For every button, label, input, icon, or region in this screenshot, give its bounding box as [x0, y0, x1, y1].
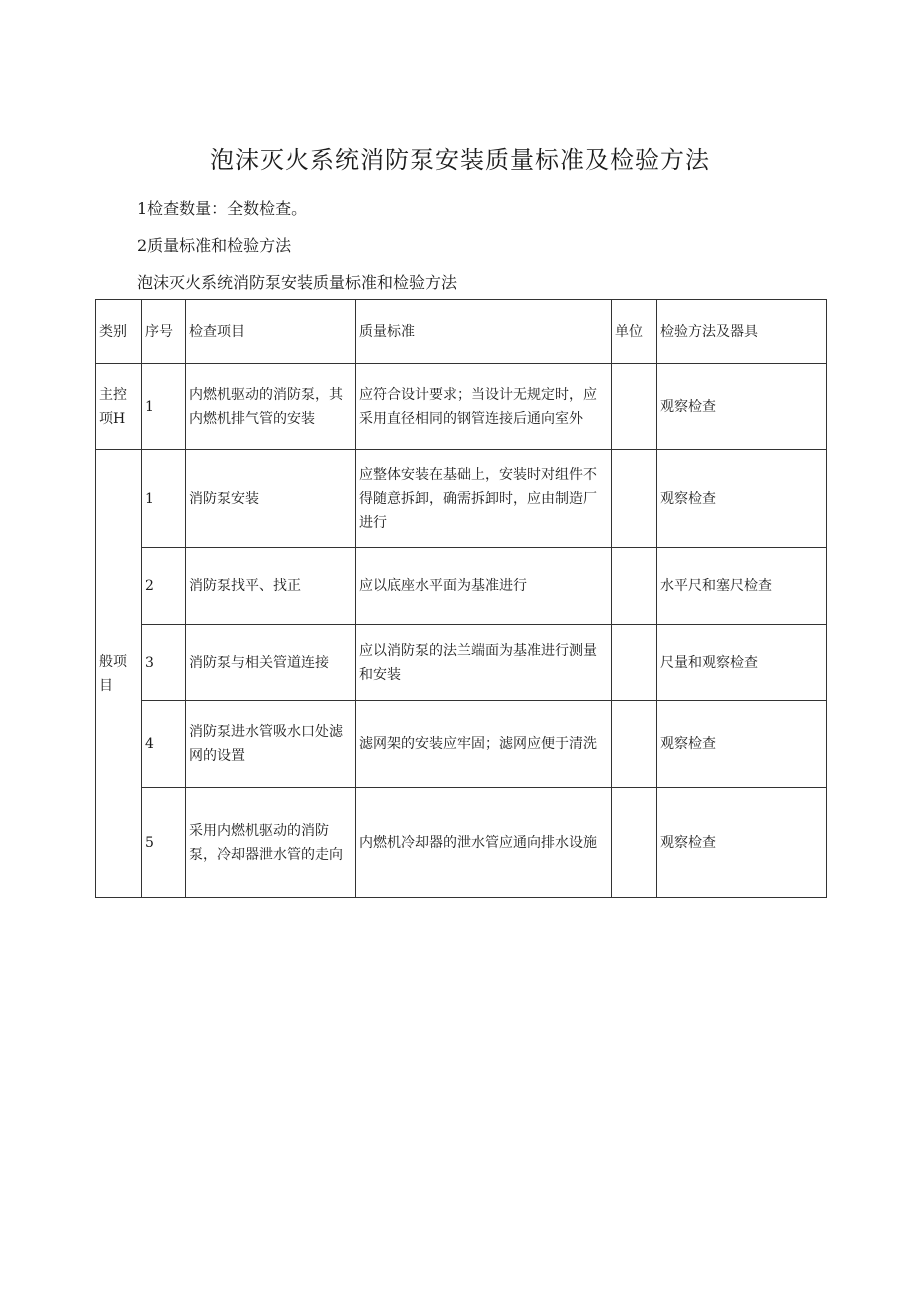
row-no: 2 — [142, 548, 186, 625]
category-main-control: 主控项H — [96, 364, 142, 450]
row-standard: 应以消防泵的法兰端面为基准进行测量和安装 — [356, 625, 612, 701]
table-row — [96, 625, 827, 701]
table-row — [96, 701, 827, 788]
row-standard: 应整体安装在基础上，安装时对组件不得随意拆卸，确需拆卸时，应由制造厂进行 — [356, 450, 612, 548]
row-no: 4 — [142, 701, 186, 788]
row-unit — [612, 625, 657, 701]
table-row — [96, 364, 827, 450]
row-unit — [612, 450, 657, 548]
row-item: 内燃机驱动的消防泵，其内燃机排气管的安装 — [186, 364, 356, 450]
header-method: 检验方法及器具 — [657, 300, 827, 364]
row-method: 尺量和观察检查 — [657, 625, 827, 701]
row-unit — [612, 788, 657, 898]
row-item: 消防泵与相关管道连接 — [186, 625, 356, 701]
table-row — [96, 788, 827, 898]
header-no: 序号 — [142, 300, 186, 364]
header-standard: 质量标准 — [356, 300, 612, 364]
row-unit — [612, 548, 657, 625]
row-method: 观察检查 — [657, 364, 827, 450]
row-no: 1 — [142, 450, 186, 548]
document-title: 泡沫灭火系统消防泵安装质量标准及检验方法 — [210, 146, 710, 174]
row-item: 采用内燃机驱动的消防泵，冷却器泄水管的走向 — [186, 788, 356, 898]
row-method: 观察检查 — [657, 450, 827, 548]
row-standard: 应以底座水平面为基准进行 — [356, 548, 612, 625]
row-no: 1 — [142, 364, 186, 450]
header-item: 检查项目 — [186, 300, 356, 364]
row-item: 消防泵找平、找正 — [186, 548, 356, 625]
row-standard: 内燃机冷却器的泄水管应通向排水设施 — [356, 788, 612, 898]
table-caption: 泡沫灭火系统消防泵安装质量标准和检验方法 — [137, 273, 458, 292]
row-method: 水平尺和塞尺检查 — [657, 548, 827, 625]
row-no: 3 — [142, 625, 186, 701]
row-method: 观察检查 — [657, 788, 827, 898]
row-no: 5 — [142, 788, 186, 898]
row-method: 观察检查 — [657, 701, 827, 788]
table-header-row — [96, 300, 827, 364]
row-item: 消防泵进水管吸水口处滤网的设置 — [186, 701, 356, 788]
table-row — [96, 548, 827, 625]
table-row — [96, 450, 827, 548]
row-item: 消防泵安装 — [186, 450, 356, 548]
section-heading: 2质量标准和检验方法 — [137, 236, 292, 255]
header-unit: 单位 — [612, 300, 657, 364]
row-unit — [612, 701, 657, 788]
inspection-quantity-line: 1检查数量：全数检查。 — [137, 199, 308, 218]
row-standard: 应符合设计要求；当设计无规定时，应采用直径相同的钢管连接后通向室外 — [356, 364, 612, 450]
quality-standard-table — [95, 299, 827, 898]
row-standard: 滤网架的安装应牢固；滤网应便于清洗 — [356, 701, 612, 788]
header-category: 类别 — [96, 300, 142, 364]
row-unit — [612, 364, 657, 450]
category-general: 般项目 — [96, 450, 142, 898]
